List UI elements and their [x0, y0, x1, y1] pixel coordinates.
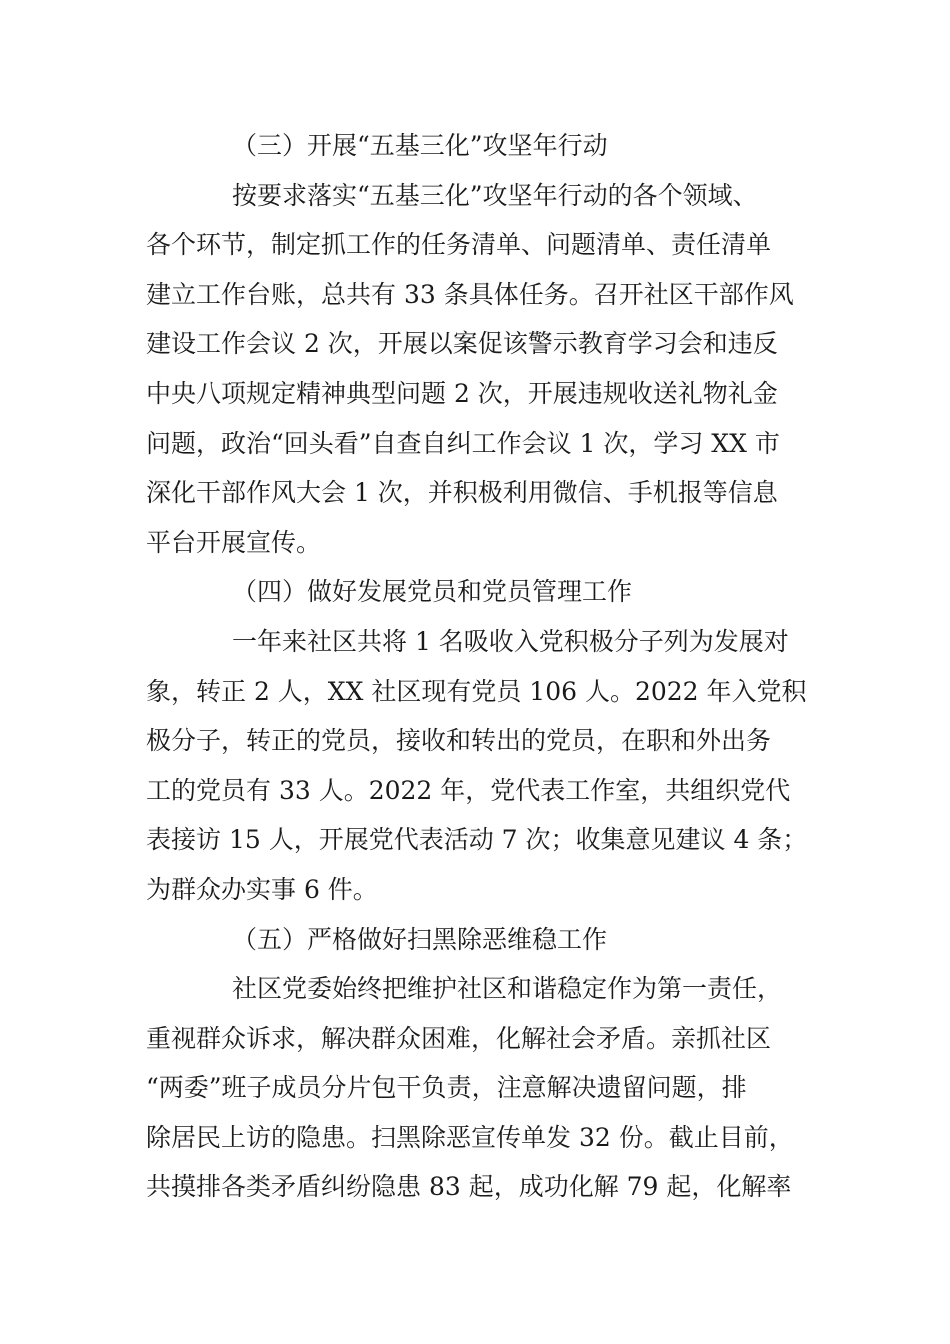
text-line: 问题，政治“回头看”自查自纠工作会议 1 次，学习 XX 市 [146, 428, 780, 458]
text-line: 除居民上访的隐患。扫黑除恶宣传单发 32 份。截止目前， [146, 1122, 794, 1152]
text-line: 极分子，转正的党员，接收和转出的党员，在职和外出务 [146, 726, 772, 756]
text-line: 各个环节，制定抓工作的任务清单、问题清单、责任清单 [146, 230, 772, 260]
text-line: 按要求落实“五基三化”攻坚年行动的各个领域、 [232, 180, 758, 210]
text-line: 平台开展宣传。 [146, 527, 322, 557]
section-heading: （五）严格做好扫黑除恶维稳工作 [232, 924, 608, 954]
section-paragraph [146, 617, 810, 915]
section-heading: （四）做好发展党员和党员管理工作 [232, 577, 633, 607]
section-paragraph [146, 171, 810, 568]
text-line: 建设工作会议 2 次，开展以案促该警示教育学习会和违反 [146, 329, 778, 359]
text-line: 象，转正 2 人，XX 社区现有党员 106 人。2022 年入党积 [146, 676, 807, 706]
document-body [146, 121, 810, 1212]
text-line: “两委”班子成员分片包干负责，注意解决遗留问题，排 [146, 1073, 747, 1103]
text-line: 社区党委始终把维护社区和谐稳定作为第一责任， [232, 974, 783, 1004]
text-line: 一年来社区共将 1 名吸收入党积极分子列为发展对 [232, 626, 789, 656]
section-heading: （三）开展“五基三化”攻坚年行动 [232, 131, 608, 160]
section-paragraph [146, 964, 810, 1212]
text-line: 建立工作台账，总共有 33 条具体任务。召开社区干部作风 [146, 279, 794, 309]
text-line: 工的党员有 33 人。2022 年，党代表工作室，共组织党代 [146, 775, 791, 805]
text-line: 表接访 15 人，开展党代表活动 7 次；收集意见建议 4 条； [146, 825, 808, 855]
text-line: 深化干部作风大会 1 次，并积极利用微信、手机报等信息 [146, 478, 778, 508]
text-line: 为群众办实事 6 件。 [146, 874, 378, 904]
text-line: 重视群众诉求，解决群众困难，化解社会矛盾。亲抓社区 [146, 1023, 772, 1053]
text-line: 共摸排各类矛盾纠纷隐患 83 起，成功化解 79 起，化解率 [146, 1172, 792, 1202]
text-line: 中央八项规定精神典型问题 2 次，开展违规收送礼物礼金 [146, 378, 778, 408]
